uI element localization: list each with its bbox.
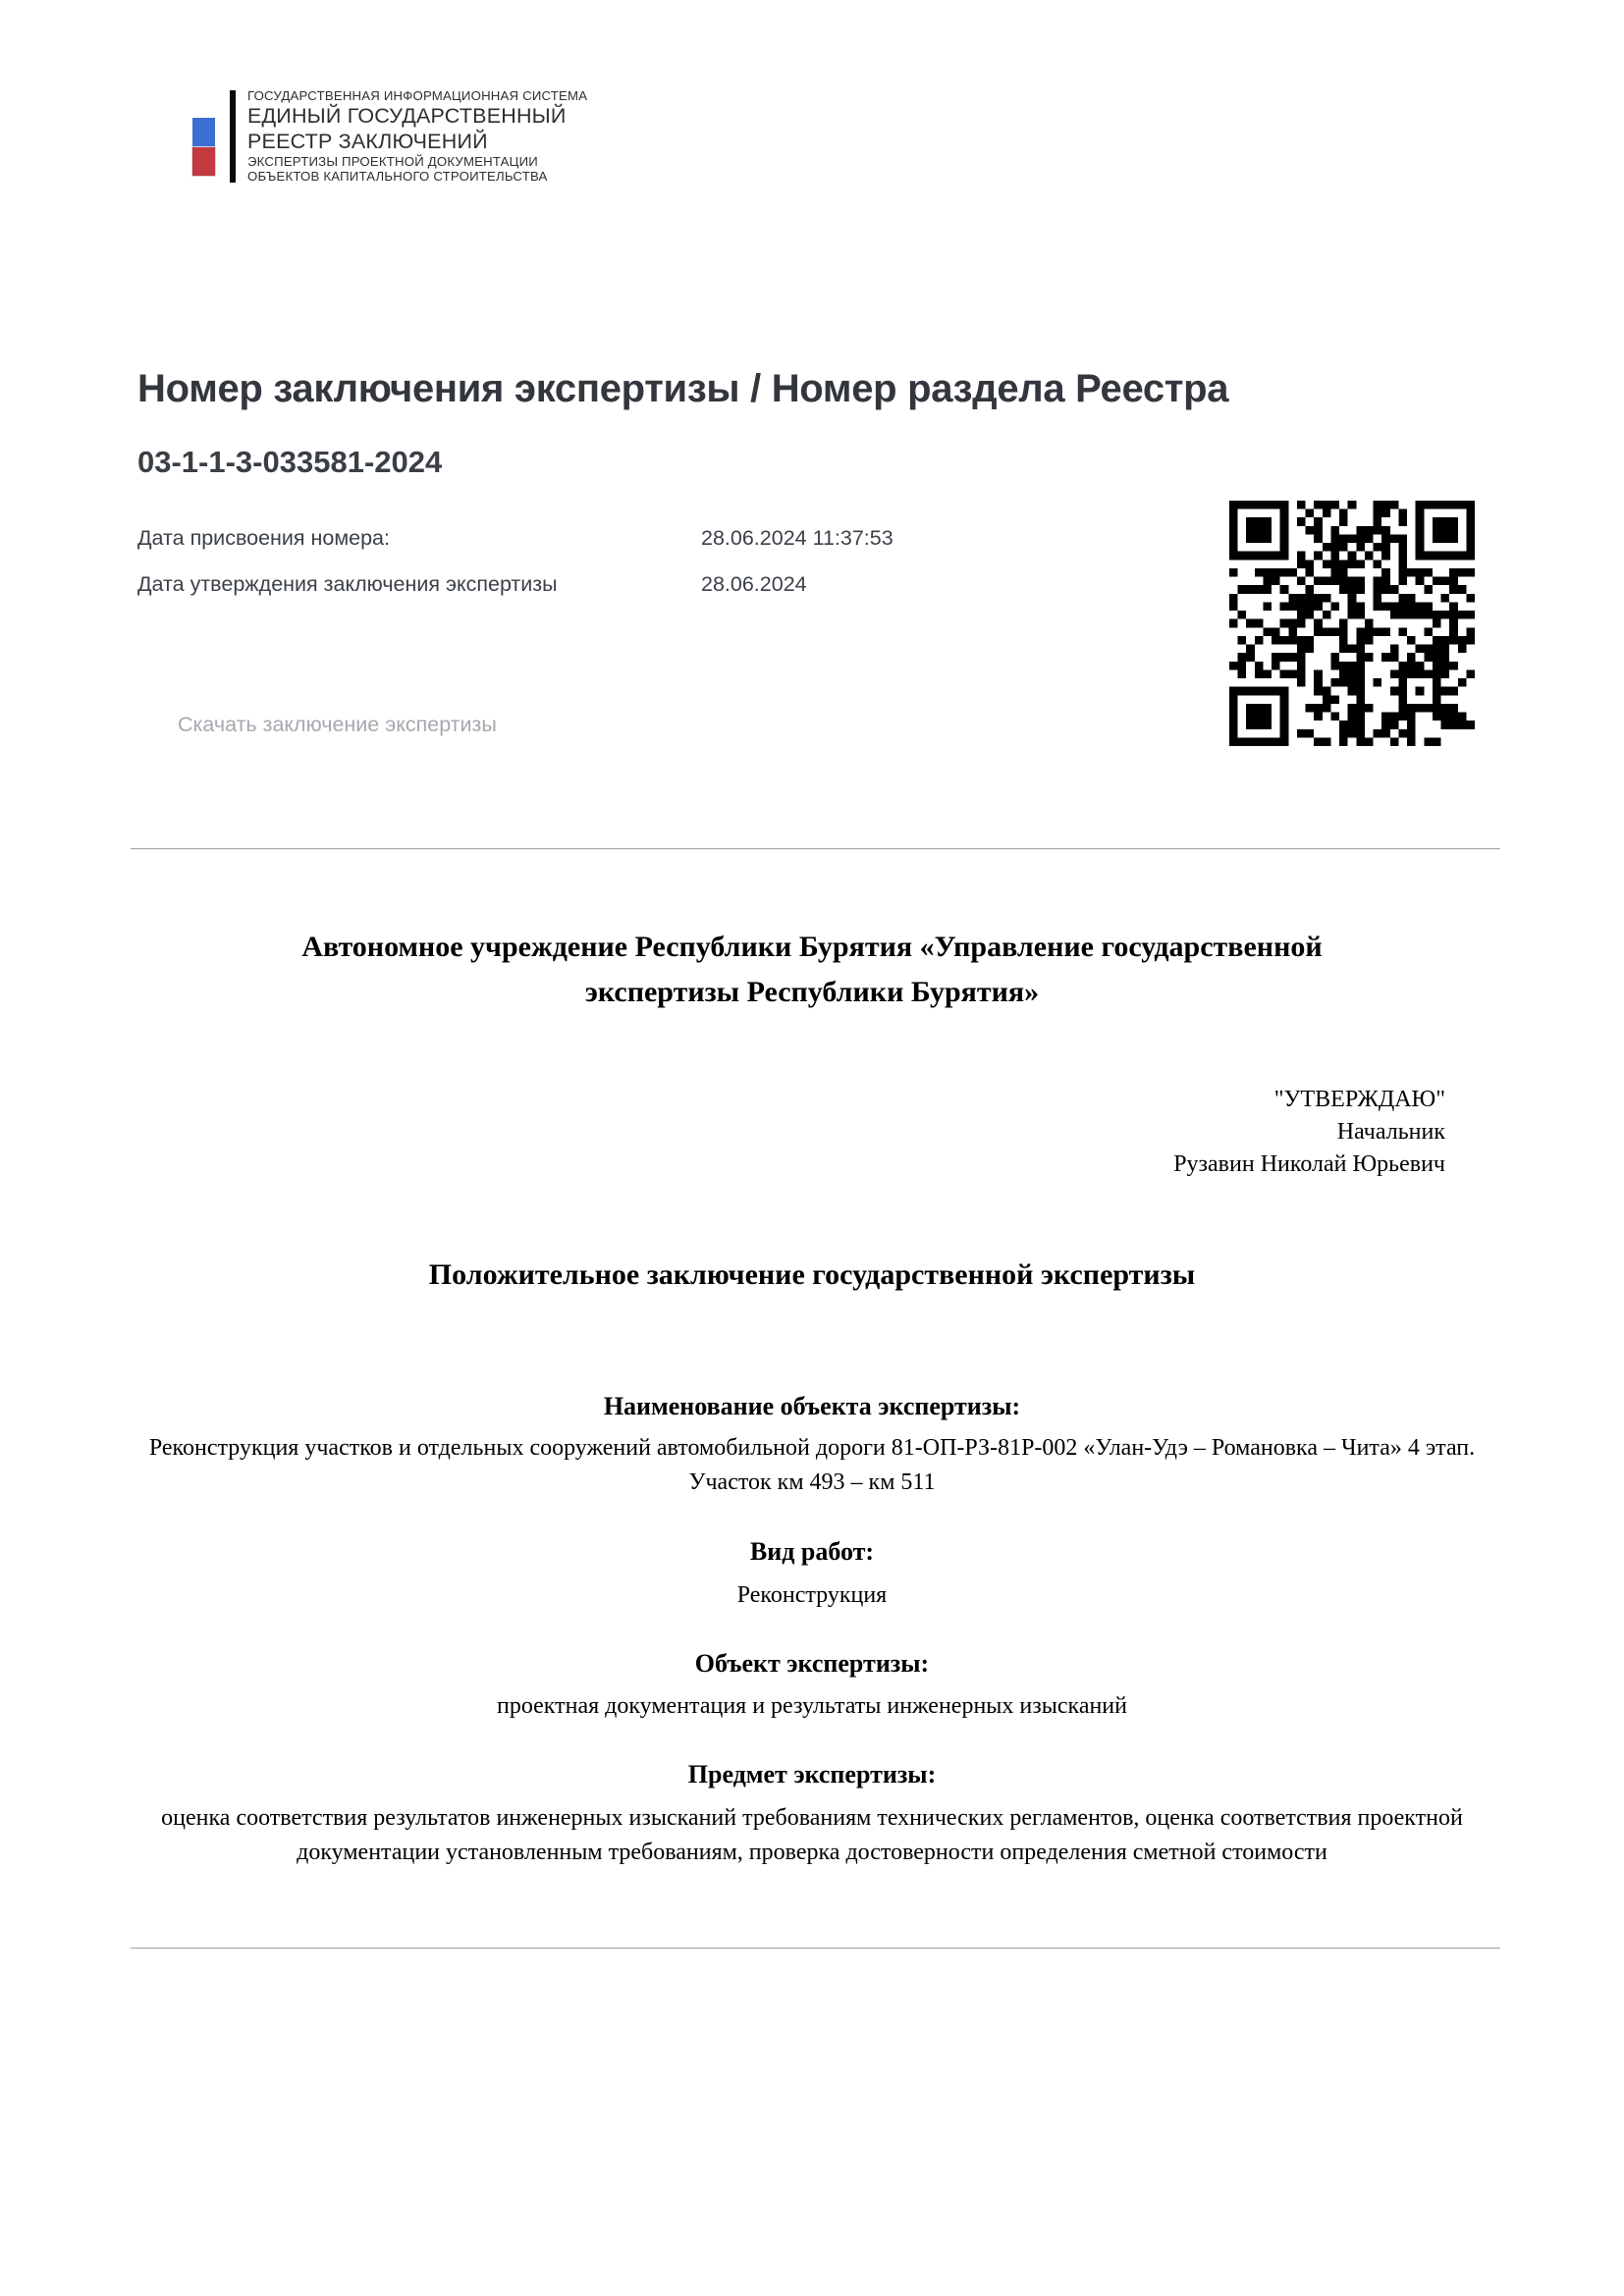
- section-body-expertise-subject: оценка соответствия результатов инженерных изысканий требованиям технических регламентов, оценка соответствия проектной документации установленным требованиям, проверка достоверности определения сметной стоимости: [161, 1805, 1463, 1865]
- logo-divider-bar: [230, 90, 236, 183]
- organization-heading: [130, 925, 1494, 1015]
- approval-word: "УТВЕРЖДАЮ": [1273, 1087, 1445, 1112]
- section-heading-object-name: Наименование объекта экспертизы:: [603, 1392, 1021, 1420]
- section-heading-expertise-object: Объект экспертизы:: [694, 1649, 930, 1678]
- top-divider: [131, 848, 1500, 850]
- date-assigned-label: Дата присвоения номера:: [137, 526, 390, 550]
- logo-text: [247, 88, 587, 184]
- approver-position: Начальник: [1336, 1119, 1445, 1145]
- approval-block: [1173, 1084, 1445, 1181]
- registry-number: 03-1-1-3-033581-2024: [137, 445, 443, 479]
- section-body-object-name: Реконструкция участков и отдельных сооружений автомобильной дороги 81-ОП-РЗ-81Р-002 «Улан-Удэ – Романовка – Чита» 4 этап. Участок км 493 – км 511: [148, 1435, 1476, 1495]
- conclusion-title: Положительное заключение государственной экспертизы: [428, 1258, 1196, 1291]
- section-heading-work-type: Вид работ:: [749, 1537, 875, 1566]
- logo-title-line2: РЕЕСТР ЗАКЛЮЧЕНИЙ: [247, 130, 488, 153]
- logo-subtitle-line1: ЭКСПЕРТИЗЫ ПРОЕКТНОЙ ДОКУМЕНТАЦИИ: [247, 154, 538, 169]
- section-body-work-type: Реконструкция: [736, 1582, 888, 1608]
- date-approved-label: Дата утверждения заключения экспертизы: [137, 572, 558, 596]
- logo-title-line1: ЕДИНЫЙ ГОСУДАРСТВЕННЫЙ: [247, 104, 567, 128]
- qr-code: [1229, 501, 1475, 746]
- approver-name: Рузавин Николай Юрьевич: [1173, 1151, 1445, 1177]
- flag-red-square: [192, 147, 215, 176]
- logo-subtitle-line2: ОБЪЕКТОВ КАПИТАЛЬНОГО СТРОИТЕЛЬСТВА: [247, 169, 548, 184]
- flag-blue-square: [192, 118, 215, 147]
- date-approved-value: 28.06.2024: [701, 572, 807, 596]
- page-title: Номер заключения экспертизы / Номер раздела Реестра: [137, 367, 1229, 410]
- download-conclusion-link[interactable]: Скачать заключение экспертизы: [178, 713, 497, 736]
- section-body-expertise-object: проектная документация и результаты инженерных изысканий: [496, 1693, 1127, 1719]
- section-heading-expertise-subject: Предмет экспертизы:: [687, 1760, 937, 1789]
- bottom-divider: [131, 1948, 1500, 1949]
- logo-system-line: ГОСУДАРСТВЕННАЯ ИНФОРМАЦИОННАЯ СИСТЕМА: [247, 88, 588, 103]
- date-assigned-value: 28.06.2024 11:37:53: [701, 526, 893, 550]
- organization-name: Автономное учреждение Республики Бурятия «Управление государственной экспертизы Республики Бурятия»: [301, 931, 1323, 1008]
